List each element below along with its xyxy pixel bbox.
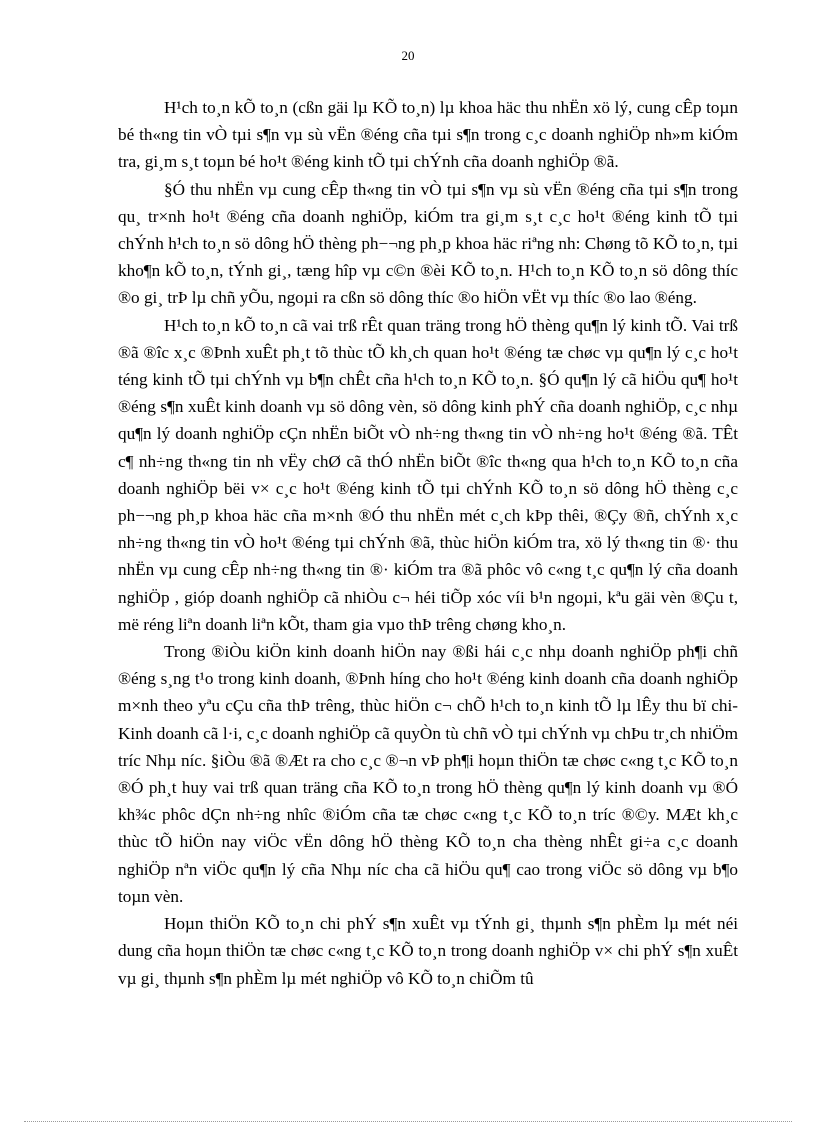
paragraph-3: H¹ch to¸n kÕ to¸n cã vai trß rÊt quan träng trong hÖ thèng qu¶n lý kinh tÕ. Vai trß ®ã ®îc x¸c ®Þnh xuÊt ph¸t tõ thùc tÕ kh¸ch quan ho¹t ®éng tæ chøc vµ qu¶n lý c¸c ho¹t téng kinh tÕ tµi chÝnh vµ b¶n chÊt cña h¹ch to¸n KÕ to¸n. §Ó qu¶n lý cã hiÖu qu¶ ho¹t ®éng s¶n xuÊt kinh doanh vµ sö dông vèn, sö dông kinh phÝ cña doanh nghiÖp, c¸c nhµ qu¶n lý doanh nghiÖp cÇn nhËn biÕt vÒ nh÷ng th«ng tin vÒ nh÷ng ho¹t ®éng ®ã. TÊt c¶ nh÷ng th«ng tin nh vËy chØ cã thÓ nhËn biÕt ®îc th«ng qua h¹ch to¸n KÕ to¸n cña doanh nghiÖp bëi v× c¸c ho¹t ®éng kinh tÕ tµi chÝnh KÕ to¸n sö dông hÖ thèng c¸c ph−¬ng ph¸p khoa häc cña m×nh ®Ó thu nhËn mét c¸ch kÞp thêi, ®Çy ®ñ, chÝnh x¸c nh÷ng th«ng tin vÒ ho¹t ®éng tµi chÝnh ®ã, thùc hiÖn kiÓm tra, xö lý th«ng tin ®· thu nhËn vµ cung cÊp nh÷ng th«ng tin ®· kiÓm tra ®ã phôc vô c«ng t¸c qu¶n lý cña doanh nghiÖp , gióp doanh nghiÖp cã nhiÒu c¬ héi tiÕp xóc víi b¹n ngoµi, kªu gäi vèn ®Çu t, më réng liªn doanh liªn kÕt, tham gia vµo thÞ trêng chøng kho¸n. (118, 315, 738, 634)
paragraph-4: Trong ®iÒu kiÖn kinh doanh hiÖn nay ®ßi hái c¸c nhµ doanh nghiÖp ph¶i chñ ®éng s¸ng t¹o trong kinh doanh, ®Þnh híng cho ho¹t ®éng kinh doanh cña doanh nghiÖp m×nh theo yªu cÇu cña thÞ trêng, thùc hiÖn c¬ chÕ h¹ch to¸n kinh tÕ lµ lÊy thu bï chi- Kinh doanh cã l·i, c¸c doanh nghiÖp cã quyÒn tù chñ vÒ tµi chÝnh vµ chÞu tr¸ch nhiÖm tríc Nhµ níc. §iÒu ®ã ®Æt ra cho c¸c ®¬n vÞ ph¶i hoµn thiÖn tæ chøc c«ng t¸c KÕ to¸n ®Ó ph¸t huy vai trß quan träng cña KÕ to¸n trong hÖ thèng qu¶n lý kinh doanh vµ ®Ó kh¾c phôc dÇn nh÷ng nhîc ®iÓm cña tæ chøc c«ng t¸c KÕ to¸n tríc ®©y. MÆt kh¸c thùc tÕ hiÖn nay viÖc vËn dông hÖ thèng KÕ to¸n cha thèng nhÊt gi÷a c¸c doanh nghiÖp nªn viÖc qu¶n lý cña Nhµ níc cha cã hiÖu qu¶ cao trong viÖc sö dông vµ b¶o toµn vèn. (118, 642, 738, 906)
document-body (118, 94, 738, 992)
paragraph-5: Hoµn thiÖn KÕ to¸n chi phÝ s¶n xuÊt vµ tÝnh gi¸ thµnh s¶n phÈm lµ mét néi dung cña hoµn thiÖn tæ chøc c«ng t¸c KÕ to¸n trong doanh nghiÖp v× chi phÝ s¶n xuÊt vµ gi¸ thµnh s¶n phÈm lµ mét nghiÖp vô KÕ to¸n chiÕm tû (118, 914, 738, 988)
paragraph-2: §Ó thu nhËn vµ cung cÊp th«ng tin vÒ tµi s¶n vµ sù vËn ®éng cña tµi s¶n trong qu¸ tr×nh ho¹t ®éng cña doanh nghiÖp, kiÓm tra gi¸m s¸t c¸c ho¹t ®éng kinh tÕ tµi chÝnh h¹ch to¸n sö dông hÖ thèng ph−¬ng ph¸p khoa häc riªng nh: Chøng tõ KÕ to¸n, tµi kho¶n kÕ to¸n, tÝnh gi¸, tæng hîp vµ c©n ®èi KÕ to¸n. H¹ch to¸n KÕ to¸n sö dông thíc ®o gi¸ trÞ lµ chñ yÕu, ngoµi ra cßn sö dông thíc ®o hiÖn vËt vµ thíc ®o lao ®éng. (118, 179, 738, 308)
page-bottom-divider (24, 1121, 792, 1122)
page-number: 20 (401, 48, 415, 63)
paragraph-1: H¹ch to¸n kÕ to¸n (cßn gäi lµ KÕ to¸n) lµ khoa häc thu nhËn xö lý, cung cÊp toµn bé th«ng tin vÒ tµi s¶n vµ sù vËn ®éng cña tµi s¶n trong c¸c doanh nghiÖp nh»m kiÓm tra, gi¸m s¸t toµn bé ho¹t ®éng kinh tÕ tµi chÝnh cña doanh nghiÖp ®ã. (118, 98, 738, 172)
